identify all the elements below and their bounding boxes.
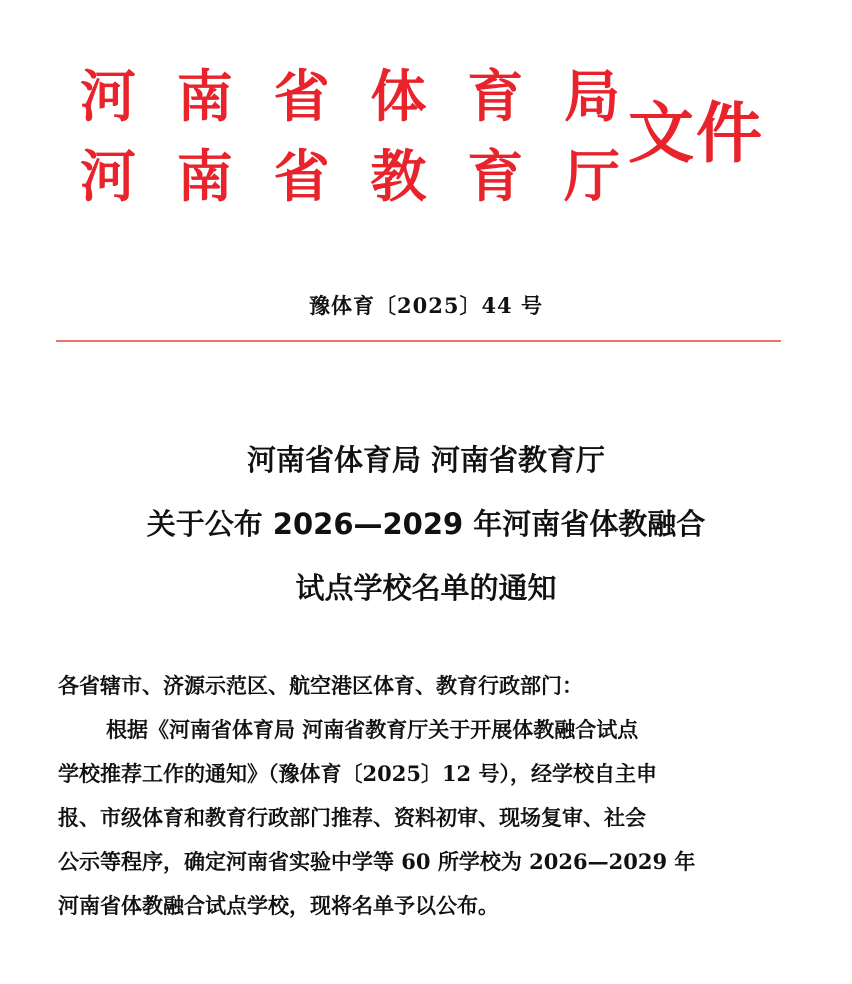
issuer-char: 河 <box>80 145 136 210</box>
red-divider <box>56 340 781 342</box>
body-line: 根据《河南省体育局 河南省教育厅关于开展体教融合试点 <box>106 717 639 742</box>
issuer-char: 南 <box>176 65 233 130</box>
issuer-char: 厅 <box>563 145 620 210</box>
document-body <box>58 664 788 928</box>
issuer-char: 省 <box>273 65 330 130</box>
body-line: 公示等程序，确定河南省实验中学等 60 所学校为 2026—2029 年 <box>58 849 696 874</box>
document-title <box>0 428 852 620</box>
doc-type-label: 文件 <box>628 95 764 172</box>
doc-number: 豫体育〔2025〕44 号 <box>309 293 543 318</box>
body-line: 报、市级体育和教育行政部门推荐、资料初审、现场复审、社会 <box>58 805 646 830</box>
title-line-2: 关于公布 2026—2029 年河南省体教融合 <box>146 507 706 541</box>
body-line: 河南省体教融合试点学校，现将名单予以公布。 <box>58 893 499 918</box>
salutation: 各省辖市、济源示范区、航空港区体育、教育行政部门： <box>58 673 583 698</box>
issuer-line-sports-bureau <box>80 58 620 138</box>
issuer-char: 南 <box>176 145 233 210</box>
issuer-block <box>80 58 620 218</box>
issuer-char: 体 <box>370 65 427 130</box>
issuer-char: 育 <box>467 145 524 210</box>
issuer-char: 育 <box>467 65 524 130</box>
issuer-char: 河 <box>80 65 136 130</box>
issuer-char: 教 <box>370 145 427 210</box>
title-line-1: 河南省体育局 河南省教育厅 <box>246 443 606 477</box>
issuer-char: 省 <box>273 145 330 210</box>
issuer-line-education-dept <box>80 138 620 218</box>
issuer-char: 局 <box>563 65 620 130</box>
title-line-3: 试点学校名单的通知 <box>295 571 557 605</box>
body-line: 学校推荐工作的通知》（豫体育〔2025〕12 号），经学校自主申 <box>58 761 657 786</box>
